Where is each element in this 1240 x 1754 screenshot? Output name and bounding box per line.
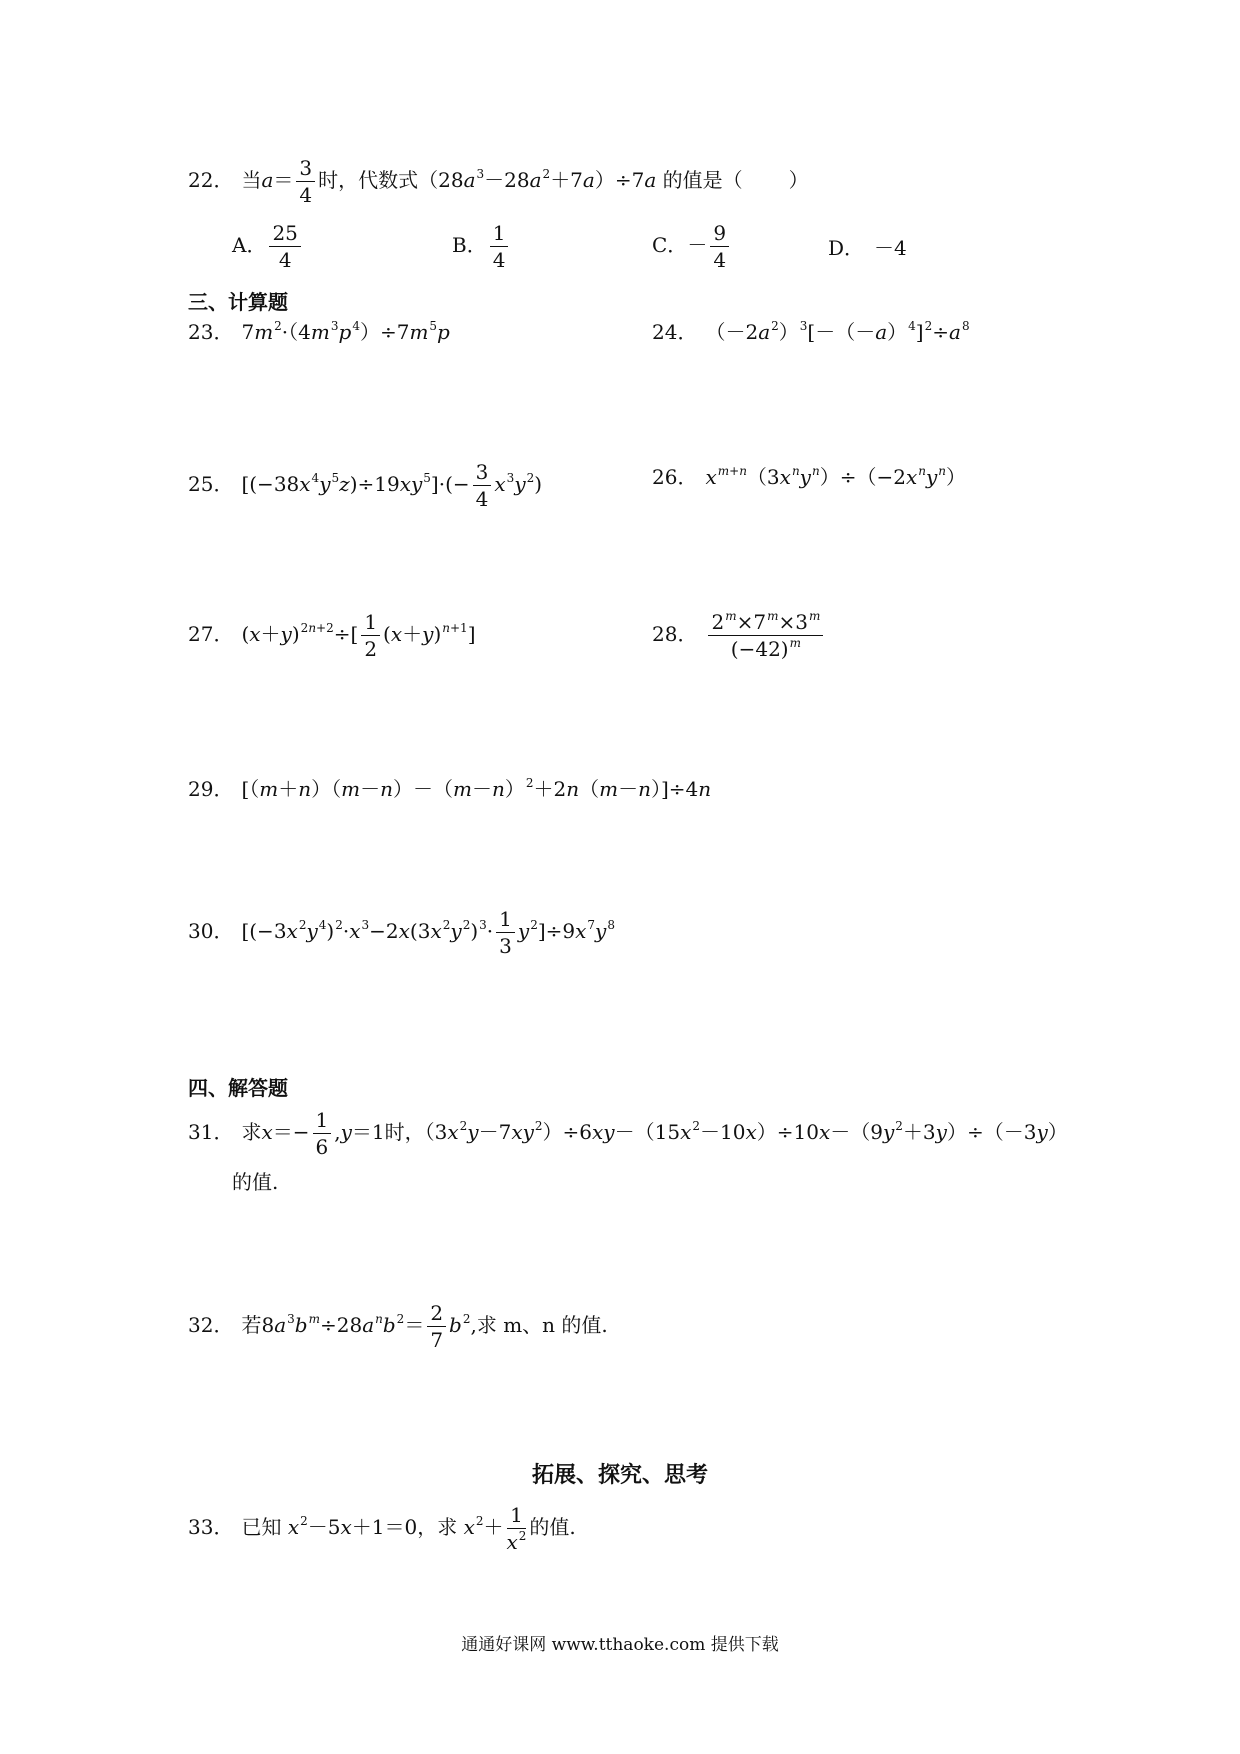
question-30: 30． [$(-3x^2y^4)^2\cdot x^3-2x(3x^2y^2)^3\cdot$ $\frac{1}{3}$ $y^2]\div 9x^7y^8$ (188, 907, 615, 958)
question-31-line2: 的值. (232, 1170, 279, 1194)
option-b: B． $\frac{1}{4}$ (452, 223, 511, 270)
question-number: 28． (652, 622, 698, 646)
fraction: $\frac{1}{3}$ (496, 909, 515, 956)
fraction: $\frac{9}{4}$ (710, 223, 729, 270)
footer-text: 通通好课网 www.tthaoke.com 提供下载 (461, 1635, 779, 1655)
option-d: D． －4 (828, 236, 907, 260)
fraction: $\frac{2}{7}$ (427, 1303, 446, 1350)
fraction: $\frac{1}{2}$ (361, 612, 380, 659)
question-number: 27． (188, 622, 234, 646)
question-31: 31． 求x＝− $\frac{1}{6}$ ,y＝1时，$(3x^2y-7xy^2)\div 6xy-(15x^2-10x)\div 10x-(9y^2+3y)\div(-3y)$ (188, 1108, 1068, 1159)
question-number: 22． (188, 168, 234, 192)
question-28 (652, 609, 826, 661)
question-number: 33． (188, 1515, 234, 1539)
question-number: 30． (188, 919, 234, 943)
fraction: $\frac{1}{4}$ (490, 223, 509, 270)
section-heading-calculation: 三、计算题 (188, 290, 288, 314)
fraction: $\frac{25}{4}$ (269, 223, 300, 270)
question-25: 25． $[(-38x^4y^5z)\div 19xy^5]\cdot(-$ $\frac{3}{4}$ $x^3y^2$) (188, 460, 543, 511)
question-number: 31． (188, 1120, 234, 1144)
question-32: 32． 若$8a^3b^m\div 28a^nb^2=$ $\frac{2}{7}$ $b^2$,求 m、n 的值. (188, 1301, 608, 1352)
question-number: 23． (188, 320, 234, 344)
fraction: $\frac{3}{4}$ (473, 462, 492, 509)
question-27: 27． $(x+y)^{2n+2}\div$[ $\frac{1}{2}$ $(x+y)^{n+1}$] (188, 610, 476, 661)
question-33: 33． 已知 $x^2-5x+1=0$，求 $x^2+$ $\frac{1}{x^2}$ 的值. (188, 1503, 576, 1554)
fraction: $\frac{1}{x^2}$ (506, 1503, 527, 1554)
question-number: 26． (652, 465, 698, 489)
question-29: 29． $[(m+n)(m-n)-(m-n)^2+2n(m-n)]\div 4n$ (188, 776, 712, 801)
question-26: 26． $x^{m+n}(3x^ny^n)\div(-2x^ny^n)$ (652, 464, 967, 489)
fraction: $\frac{1}{6}$ (313, 1110, 332, 1157)
extension-title: 拓展、探究、思考 (531, 1463, 708, 1488)
question-number: 32． (188, 1313, 234, 1337)
option-c: C．－ $\frac{9}{4}$ (652, 223, 732, 270)
fraction: $\frac{2^m\times 7^m\times 3^m}{(-42)^m}$ (708, 612, 823, 659)
question-number: 25． (188, 472, 234, 496)
question-number: 29． (188, 777, 234, 801)
question-22: 22． 当a＝ $\frac{3}{4}$ 时，代数式$(28a^3-28a^2+7a)\div 7a$ 的值是（ ） (188, 156, 809, 207)
option-a: A． $\frac{25}{4}$ (232, 223, 304, 270)
fraction: $\frac{3}{4}$ (296, 158, 315, 205)
question-24: 24． $(-2a^2)^3[-(-a)^4]^2\div a^8$ (652, 319, 970, 344)
question-number: 24． (652, 320, 698, 344)
section-heading-answer: 四、解答题 (188, 1076, 288, 1100)
question-23: 23． $7m^2\cdot(4m^3p^4)\div 7m^5p$ (188, 319, 450, 344)
